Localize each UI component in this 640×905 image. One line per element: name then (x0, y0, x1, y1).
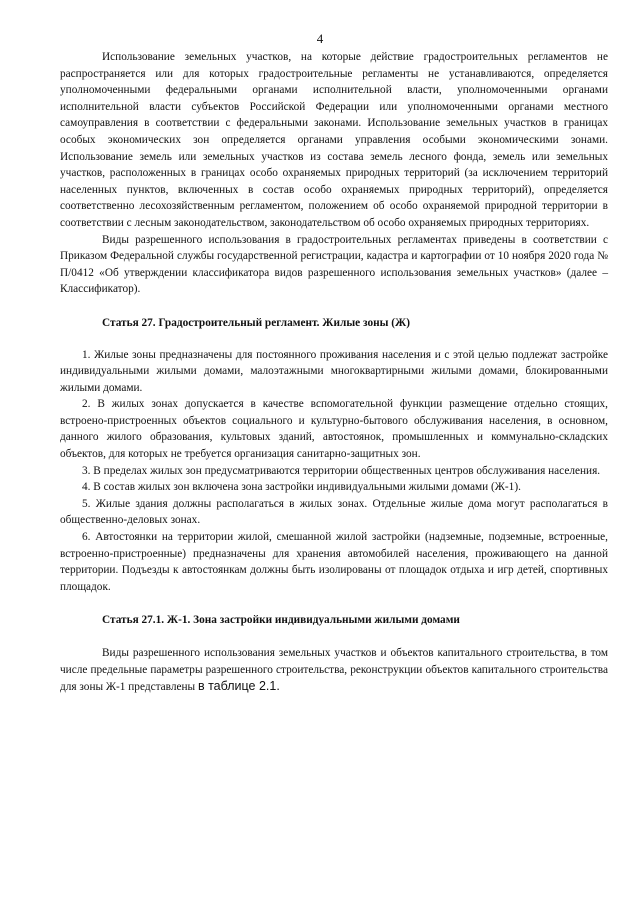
intro-paragraph-1: Использование земельных участков, на которые действие градостроительных регламентов не распространяется или для которых градостроительные регламенты не устанавливаются, определяется уполномоченными федеральными органами исполнительной власти, уполномоченными органами исполнительной власти субъектов Российской Федерации или уполномоченными органами местного самоуправления в соответствии с федеральными законами. Использование земельных участков в границах особых экономических зон определяется органами управления особыми экономическими зонами. Использование земель или земельных участков из состава земель лесного фонда, земель или земельных участков, расположенных в границах особо охраняемых природных территорий (за исключением территорий населенных пунктов, включенных в состав особо охраняемых природных территорий), определяется соответственно лесохозяйственным регламентом, положением об особо охраняемой природной территории в соответствии с лесным законодательством, законодательством об особо охраняемых природных территориях. (60, 51, 608, 229)
article-27-item-5: 5. Жилые здания должны располагаться в жилых зонах. Отдельные жилые дома могут располагаться в общественно-деловых зонах. (60, 497, 608, 527)
article-27-1-heading: Статья 27.1. Ж-1. Зона застройки индивидуальными жилыми домами (102, 614, 460, 627)
article-27-item-6: 6. Автостоянки на территории жилой, смешанной жилой застройки (надземные, подземные, встроенные, встроенно-пристроенные) предназначены для хранения автомобилей населения, проживающего на данной территории. Подъезды к автостоянкам должны быть изолированы от площадок отдыха и игр детей, спортивных площадок. (60, 531, 608, 593)
article-27-item-4: 4. В состав жилых зон включена зона застройки индивидуальными жилыми домами (Ж-1). (82, 481, 521, 494)
article-27-1-text: Виды разрешенного использования земельных участков и объектов капитального строительства, в том числе предельные параметры разрешенного строительства, реконструкции объектов капитального строительства для зоны Ж-1 представлены (60, 647, 608, 694)
article-27-heading: Статья 27. Градостроительный регламент. Жилые зоны (Ж) (102, 316, 410, 329)
intro-paragraph-2: Виды разрешенного использования в градостроительных регламентах приведены в соответствии с Приказом Федеральной службы государственной регистрации, кадастра и картографии от 10 ноября 2020 года № П/0412 «Об утверждении классификатора видов разрешенного использования земельных участков» (далее – Классификатор). (60, 233, 608, 296)
article-27-item-3: 3. В пределах жилых зон предусматриваются территории общественных центров обслуживания населения. (82, 464, 601, 477)
table-reference: в таблице 2.1. (197, 679, 280, 694)
article-27-item-2: 2. В жилых зонах допускается в качестве вспомогательной функции размещение отдельно стоящих, встроено-пристроенных объектов социального и культурно-бытового обслуживания населения, в основном, данного жилого образования, культовых зданий, автостоянок, промышленных и коммунально-складских объектов, для которых не требуется организация санитарно-защитных зон. (60, 398, 608, 461)
document-body (60, 49, 608, 696)
article-27-item-1: 1. Жилые зоны предназначены для постоянного проживания населения и с этой целью подлежат застройке индивидуальными жилыми домами, малоэтажными многоквартирными жилыми домами, блокированными жилыми домами. (60, 348, 608, 394)
page-number: 4 (316, 31, 324, 46)
article-27-1-paragraph (60, 645, 608, 696)
